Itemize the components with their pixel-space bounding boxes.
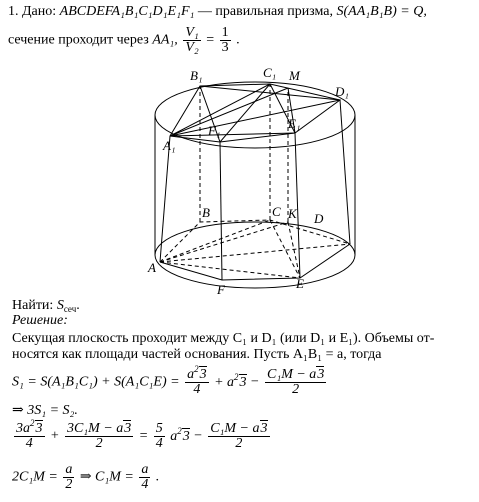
solution-heading: Решение: (12, 313, 68, 328)
equation-3: $\frac{3a^23}{4}$ + $\frac{\text{3C₁M − a3}}{2}$ = $\frac{5}{4}$ $a^23$ − $\frac{\text{C₁M − a3}}{2}$ (16, 418, 268, 451)
label-A1: A₁ (163, 138, 176, 153)
label-F1: F₁ (208, 123, 221, 138)
find-line (12, 298, 80, 314)
label-F: F (217, 282, 225, 297)
ratio-value-num: 1 (221, 25, 229, 40)
top-diag-A1D1 (170, 100, 340, 136)
eq1-frac-2: $\frac{\text{C₁M − a3}}{2}$ (266, 367, 325, 397)
bottom-hexagon-front (160, 244, 350, 280)
eq3-frac-3: $\frac{5}{4}$ (155, 421, 163, 451)
ratio-equals: = (206, 32, 215, 48)
label-B1: B₁ (190, 68, 203, 83)
top-hexagon (170, 84, 340, 142)
label-B: B (202, 205, 210, 220)
edge-DD1 (340, 100, 350, 244)
eq1-plus: + $a^23$ (214, 371, 247, 390)
equation-2: ⇒ 3S₁ = S₂. (12, 403, 78, 418)
find-word: Найти: (12, 298, 54, 313)
section-edge: AA₁, (152, 32, 178, 48)
label-E: E (296, 276, 304, 291)
edge-FF1 (220, 142, 222, 280)
ratio-value-den: 3 (221, 40, 229, 55)
dash-text: — правильная призма, (197, 4, 333, 19)
bottom-diag-AC (160, 220, 270, 262)
solution-line-1: Секущая плоскость проходит между C₁ и D₁ (или D₁ и E₁). Объемы от- (12, 331, 435, 346)
eq4-frac-1: $\frac{a}{2}$ (65, 462, 73, 492)
find-target: S (56, 298, 64, 313)
label-D: D (314, 211, 324, 226)
eq1-frac-1: $\frac{a^23}{4}$ (187, 364, 207, 397)
equation-1 (12, 364, 328, 397)
eq3-frac-1: $\frac{3a^23}{4}$ (16, 418, 43, 451)
eq3-frac-2: $\frac{\text{3C₁M − a3}}{2}$ (66, 421, 132, 451)
problem-number: 1. (8, 4, 19, 19)
bottom-hexagon-back (160, 220, 350, 262)
eq3-frac-4: $\frac{\text{C₁M − a3}}{2}$ (210, 421, 268, 451)
bottom-diag-AE (160, 262, 300, 278)
area-condition: S(AA₁B₁B) = Q, (336, 4, 427, 19)
ratio-denominator: V₂ (185, 40, 199, 55)
end-dot: . (236, 32, 240, 48)
label-C1: C₁ (263, 65, 277, 80)
label-E1: E₁ (288, 116, 301, 131)
prism-name: ABCDEFA₁B₁C₁D₁E₁F₁ (59, 4, 195, 19)
given-word: Дано: (22, 4, 57, 19)
find-end: . (76, 298, 80, 313)
eq1-minus: − (250, 374, 260, 390)
ratio-numerator: V₁ (185, 25, 199, 40)
edge-AA1 (160, 136, 170, 262)
find-target-sub: сеч (63, 304, 77, 314)
equation-4: 2C₁M = $\frac{a}{2}$ ⇒ C₁M = $\frac{a}{4}$ . (12, 462, 160, 492)
section-text: сечение проходит через (8, 32, 149, 48)
label-M: M (289, 68, 300, 83)
eq1-lhs: S₁ = S(A₁B₁C₁) + S(A₁C₁E) = (12, 374, 180, 390)
label-K: K (288, 206, 297, 221)
solution-line-2: носятся как площади частей основания. Пусть A₁B₁ = a, тогда (12, 347, 382, 362)
label-C: C (272, 204, 281, 219)
label-A: A (148, 260, 156, 275)
eq4-frac-2: $\frac{a}{4}$ (141, 462, 149, 492)
label-D1: D₁ (335, 84, 349, 99)
